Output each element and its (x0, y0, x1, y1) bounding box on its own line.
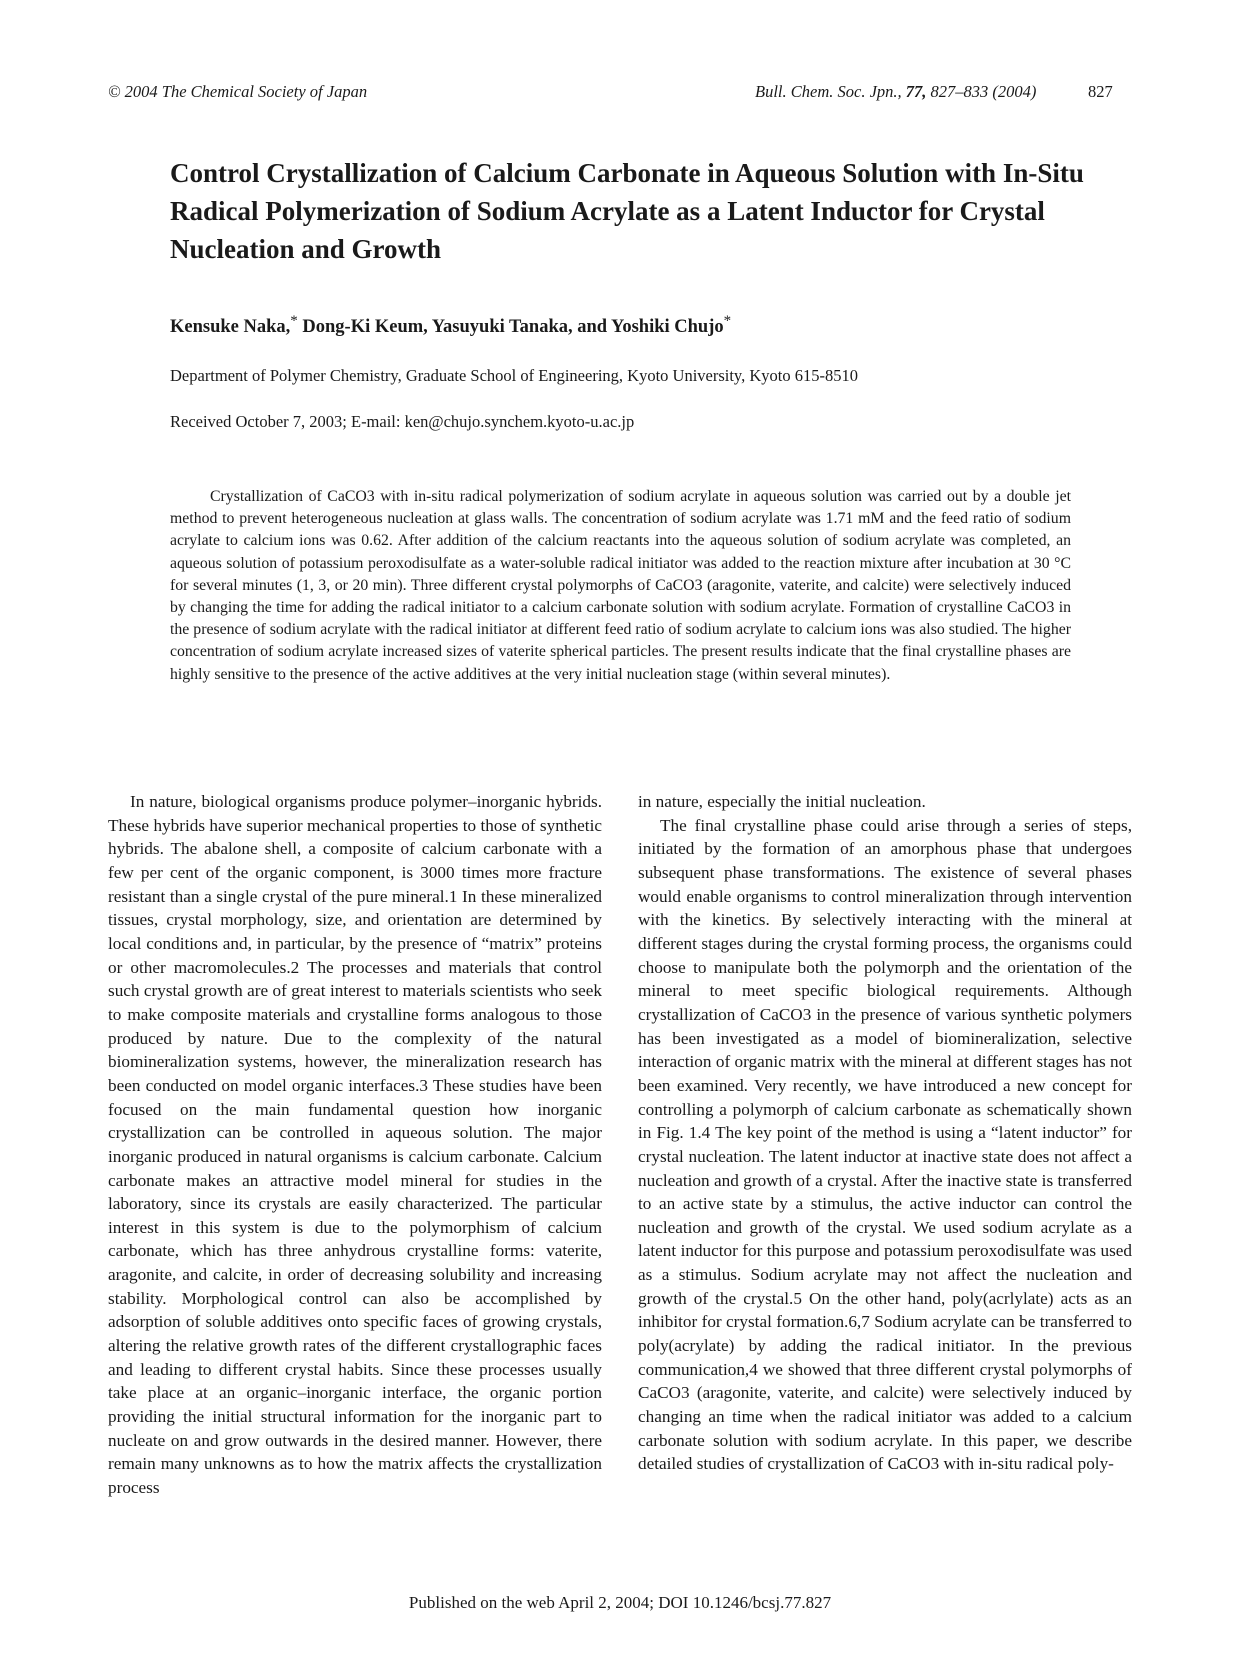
body-column-right (638, 790, 1132, 1476)
paper-title: Control Crystallization of Calcium Carbonate in Aqueous Solution with In-Situ Radical Polymerization of Sodium Acrylate as a Latent Inductor for Crystal Nucleation and Growth (170, 158, 1084, 264)
running-header-right (755, 82, 1036, 102)
received-email: Received October 7, 2003; E-mail: ken@chujo.synchem.kyoto-u.ac.jp (170, 412, 635, 431)
corresponding-mark: * (290, 313, 298, 329)
affiliation: Department of Polymer Chemistry, Graduate School of Engineering, Kyoto University, Kyoto 615-8510 (170, 366, 858, 385)
footer-doi: Published on the web April 2, 2004; DOI 10.1246/bcsj.77.827 (408, 1593, 832, 1612)
body-paragraph: The final crystalline phase could arise through a series of steps, initiated by the formation of an amorphous phase that undergoes subsequent phase transformations. The existence of several phases would enable organisms to control mineralization through intervention with the kinetics. By selectively interacting with the mineral at different stages during the crystal forming process, the organisms could choose to manipulate both the polymorph and the orientation of the mineral to meet specific biological requirements. Although crystallization of CaCO3 in the presence of various synthetic polymers has been investigated as a model of biomineralization, selective interaction of organic matrix with the mineral at different stages has not been examined. Very recently, we have introduced a new concept for controlling a polymorph of calcium carbonate as schematically shown in Fig. 1.4 The key point of the method is using a “latent inductor” for crystal nucleation. The latent inductor at inactive state does not affect a nucleation and growth of a crystal. After the inactive state is transferred to an active state by a stimulus, the active inductor can control the nucleation and growth of the crystal. We used sodium acrylate as a latent inductor for this purpose and potassium peroxodisulfate was used as a stimulus. Sodium acrylate may not affect the nucleation and growth of the crystal.5 On the other hand, poly(acrlylate) acts as an inhibitor for crystal formation.6,7 Sodium acrylate can be transferred to poly(acrylate) by adding the radical initiator. In the previous communication,4 we showed that three different crystal polymorphs of CaCO3 (aragonite, vaterite, and calcite) were selectively induced by changing an time when the radical initiator was added to a calcium carbonate solution with sodium acrylate. In this paper, we describe detailed studies of crystallization of CaCO3 with in-situ radical poly- (638, 815, 1132, 1474)
body-paragraph: In nature, biological organisms produce polymer–inorganic hybrids. These hybrids have superior mechanical properties to those of synthetic hybrids. The abalone shell, a composite of calcium carbonate with a few per cent of the organic component, is 3000 times more fracture resistant than a single crystal of the pure mineral.1 In these mineralized tissues, crystal morphology, size, and orientation are determined by local conditions and, in particular, by the presence of “matrix” proteins or other macromolecules.2 The processes and materials that control such crystal growth are of great interest to materials scientists who seek to make composite materials and crystalline forms analogous to those produced by nature. Due to the complexity of the natural biomineralization systems, however, the mineralization research has been conducted on model organic interfaces.3 These studies have been focused on the main fundamental question how inorganic crystallization can be controlled in aqueous solution. The major inorganic produced in natural organisms is calcium carbonate. Calcium carbonate makes an attractive model mineral for studies in the laboratory, since its crystals are easily characterized. The particular interest in this system is due to the polymorphism of calcium carbonate, which has three anhydrous crystalline forms: vaterite, aragonite, and calcite, in order of decreasing solubility and increasing stability. Morphological control can also be accomplished by adsorption of soluble additives onto specific faces of growing crystals, altering the relative growth rates of the different crystallographic faces and leading to different crystal habits. Since these processes usually take place at an organic–inorganic interface, the organic portion providing the initial structural information for the inorganic part to nucleate on and grow outwards in the desired manner. However, there remain many unknowns as to how the matrix affects the crystallization process (108, 792, 602, 1498)
volume: 77, (905, 82, 927, 101)
running-header-left: © 2004 The Chemical Society of Japan (108, 82, 368, 101)
page-range: 827–833 (2004) (930, 82, 1037, 101)
corresponding-mark: * (723, 313, 732, 329)
author-1: Kensuke Naka, (170, 317, 291, 338)
other-authors: Dong-Ki Keum, Yasuyuki Tanaka, and Yoshiki Chujo (297, 317, 724, 338)
page-number: 827 (1088, 82, 1113, 101)
body-column-left (108, 790, 602, 1500)
journal-name: Bull. Chem. Soc. Jpn., (755, 82, 902, 101)
abstract: Crystallization of CaCO3 with in-situ radical polymerization of sodium acrylate in aqueous solution was carried out by a double jet method to prevent heterogeneous nucleation at glass walls. The concentration of sodium acrylate was 1.71 mM and the feed ratio of sodium acrylate to calcium ions was 0.62. After addition of the calcium reactants into the aqueous solution of sodium acrylate was completed, an aqueous solution of potassium peroxodisulfate as a water-soluble radical initiator was added to the reaction mixture after incubation at 30 °C for several minutes (1, 3, or 20 min). Three different crystal polymorphs of CaCO3 (aragonite, vaterite, and calcite) were selectively induced by changing the time for adding the radical initiator to a calcium carbonate solution with sodium acrylate. Formation of crystalline CaCO3 in the presence of sodium acrylate with the radical initiator at different feed ratio of sodium acrylate to calcium ions was also studied. The higher concentration of sodium acrylate increased sizes of vaterite spherical particles. The present results indicate that the final crystalline phases are highly sensitive to the presence of the active additives at the very initial nucleation stage (within several minutes). (170, 488, 1071, 683)
body-paragraph-continuation: in nature, especially the initial nucleation. (638, 792, 926, 811)
author-list (170, 313, 731, 338)
